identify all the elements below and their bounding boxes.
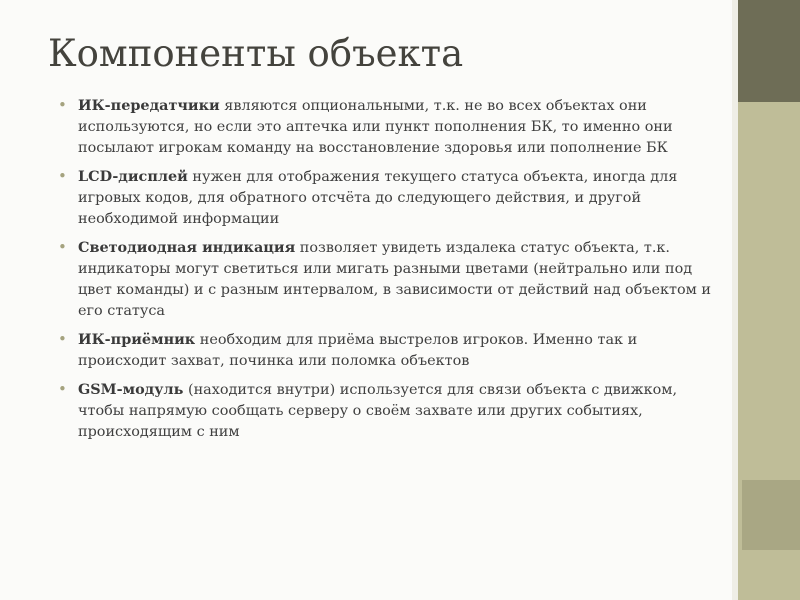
bullet-dot-icon: • bbox=[58, 380, 67, 398]
bullet-dot-icon: • bbox=[58, 330, 67, 348]
bullet-list bbox=[58, 95, 716, 450]
slide-title: Компоненты объекта bbox=[48, 32, 464, 75]
bullet-item-gsm-module bbox=[58, 379, 716, 443]
bullet-term: ИК-приёмник bbox=[78, 331, 196, 348]
bullet-item-led-indication bbox=[58, 237, 716, 322]
bullet-text: являются опциональными, т.к. не во всех объектах они используются, но если это аптечка или пункт пополнения БК, то именно они посылают игрокам команду на восстановление здоровья или пополнение БК bbox=[78, 98, 673, 156]
bullet-term: ИК-передатчики bbox=[78, 97, 220, 114]
bullet-dot-icon: • bbox=[58, 96, 67, 114]
bullet-term: Светодиодная индикация bbox=[78, 239, 296, 256]
side-top-block-decoration bbox=[738, 0, 800, 102]
bullet-text: (находится внутри) используется для связи объекта с движком, чтобы напрямую сообщать серверу о своём захвате или других событиях, происходящим с ним bbox=[78, 382, 678, 440]
bullet-term: GSM-модуль bbox=[78, 381, 184, 398]
bullet-text: необходим для приёма выстрелов игроков. Именно так и происходит захват, починка или поломка объектов bbox=[78, 332, 638, 369]
bullet-item-lcd-display bbox=[58, 166, 716, 230]
bullet-text: позволяет увидеть издалека статус объекта, т.к. индикаторы могут светиться или мигать разными цветами (нейтрально или под цвет команды) и с разным интервалом, в зависимости от действий над объектом и его статуса bbox=[78, 240, 712, 319]
bullet-dot-icon: • bbox=[58, 167, 67, 185]
bullet-item-ir-transmitters bbox=[58, 95, 716, 159]
bullet-text: нужен для отображения текущего статуса объекта, иногда для игровых кодов, для обратного отсчёта до следующего действия, и другой необходимой информации bbox=[78, 169, 678, 227]
bullet-item-ir-receiver bbox=[58, 329, 716, 372]
side-accent-decoration bbox=[742, 480, 800, 550]
bullet-term: LCD-дисплей bbox=[78, 168, 188, 185]
bullet-dot-icon: • bbox=[58, 238, 67, 256]
